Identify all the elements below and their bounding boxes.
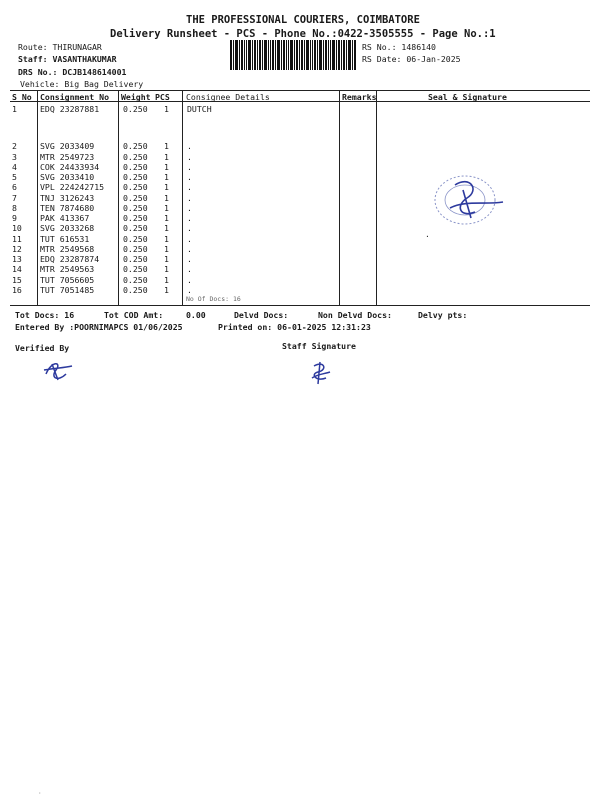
cell-pcs: 1	[164, 234, 169, 244]
company-title: THE PROFESSIONAL COURIERS, COIMBATORE	[186, 14, 420, 26]
cell-cn: PAK 413367	[40, 213, 90, 223]
cell-details: .	[187, 234, 192, 244]
verifier-signature	[40, 356, 76, 384]
drs-number: DRS No.: DCJB148614001	[18, 67, 127, 77]
cell-wt: 0.250	[123, 264, 148, 274]
route-label: Route: THIRUNAGAR	[18, 42, 102, 52]
cell-cn: MTR 2549723	[40, 152, 95, 162]
tot-docs: Tot Docs: 16	[15, 310, 75, 320]
cell-details: .	[187, 193, 192, 203]
cell-sno: 13	[12, 254, 22, 264]
delivery-seal-stamp	[425, 170, 515, 230]
cell-pcs: 1	[164, 223, 169, 233]
rs-number: RS No.: 1486140	[362, 42, 436, 52]
cell-pcs: 1	[164, 141, 169, 151]
cell-wt: 0.250	[123, 162, 148, 172]
cell-wt: 0.250	[123, 104, 148, 114]
table-top-border	[10, 90, 590, 91]
cell-details: .	[187, 182, 192, 192]
staff-label: Staff: VASANTHAKUMAR	[18, 54, 117, 64]
cell-sno: 14	[12, 264, 22, 274]
cell-details: DUTCH	[187, 104, 212, 114]
vehicle-label: Vehicle: Big Bag Delivery	[20, 79, 144, 89]
cell-sno: 5	[12, 172, 17, 182]
cell-sno: 8	[12, 203, 17, 213]
cell-details: .	[187, 172, 192, 182]
cell-cn: VPL 224242715	[40, 182, 105, 192]
table-row	[0, 285, 600, 295]
cell-wt: 0.250	[123, 254, 148, 264]
delvy-pts: Delvy pts:	[418, 310, 468, 320]
cell-details: .	[187, 254, 192, 264]
cell-cn: SVG 2033410	[40, 172, 95, 182]
cell-cn: MTR 2549568	[40, 244, 95, 254]
cell-wt: 0.250	[123, 244, 148, 254]
table-row	[0, 152, 600, 162]
cell-details: .	[187, 141, 192, 151]
tot-cod-label: Tot COD Amt:	[104, 310, 164, 320]
cell-sno: 15	[12, 275, 22, 285]
cell-cn: SVG 2033409	[40, 141, 95, 151]
cell-details: .	[187, 162, 192, 172]
cell-sno: 16	[12, 285, 22, 295]
cell-cn: COK 24433934	[40, 162, 100, 172]
cell-sno: 6	[12, 182, 17, 192]
cell-wt: 0.250	[123, 275, 148, 285]
cell-wt: 0.250	[123, 285, 148, 295]
cell-sno: 4	[12, 162, 17, 172]
cell-pcs: 1	[164, 264, 169, 274]
cell-sno: 11	[12, 234, 22, 244]
entered-by: Entered By :POORNIMAPCS 01/06/2025	[15, 322, 183, 332]
cell-details: .	[187, 152, 192, 162]
cell-pcs: 1	[164, 285, 169, 295]
cell-wt: 0.250	[123, 193, 148, 203]
cell-cn: TEN 7874680	[40, 203, 95, 213]
cell-pcs: 1	[164, 275, 169, 285]
table-row	[0, 244, 600, 254]
cell-details: .	[187, 264, 192, 274]
cell-pcs: 1	[164, 182, 169, 192]
cell-wt: 0.250	[123, 141, 148, 151]
dot-mark: ·	[425, 232, 430, 241]
cell-pcs: 1	[164, 244, 169, 254]
col-header-consignee: Consignee Details	[186, 92, 270, 102]
cell-pcs: 1	[164, 104, 169, 114]
cell-sno: 12	[12, 244, 22, 254]
cell-cn: TUT 7056605	[40, 275, 95, 285]
cell-wt: 0.250	[123, 223, 148, 233]
non-delvd-docs: Non Delvd Docs:	[318, 310, 392, 320]
staff-signature-label: Staff Signature	[282, 341, 356, 351]
table-row	[0, 254, 600, 264]
cell-pcs: 1	[164, 203, 169, 213]
no-of-docs-note: No Of Docs: 16	[186, 295, 241, 303]
cell-cn: TUT 7051485	[40, 285, 95, 295]
col-header-weight: Weight	[121, 92, 151, 102]
cell-pcs: 1	[164, 213, 169, 223]
cell-wt: 0.250	[123, 213, 148, 223]
cell-cn: MTR 2549563	[40, 264, 95, 274]
cell-sno: 9	[12, 213, 17, 223]
col-header-sno: S No	[12, 92, 32, 102]
cell-details: .	[187, 275, 192, 285]
tot-cod-value: 0.00	[186, 310, 206, 320]
col-header-seal: Seal & Signature	[428, 92, 507, 102]
cell-details: .	[187, 285, 192, 295]
cell-pcs: 1	[164, 162, 169, 172]
cell-wt: 0.250	[123, 234, 148, 244]
col-header-remarks: Remarks	[342, 92, 377, 102]
delvd-docs: Delvd Docs:	[234, 310, 289, 320]
table-row	[0, 234, 600, 244]
barcode	[230, 40, 356, 70]
cell-details: .	[187, 213, 192, 223]
cell-pcs: 1	[164, 172, 169, 182]
cell-wt: 0.250	[123, 152, 148, 162]
runsheet-subtitle: Delivery Runsheet - PCS - Phone No.:0422-3505555 - Page No.:1	[110, 28, 496, 40]
cell-sno: 1	[12, 104, 17, 114]
staff-signature	[306, 358, 334, 386]
verified-by-label: Verified By	[15, 343, 70, 353]
cell-details: .	[187, 203, 192, 213]
col-header-pcs: PCS	[155, 92, 170, 102]
table-row	[0, 264, 600, 274]
scan-dot: ·	[38, 790, 42, 797]
cell-details: .	[187, 223, 192, 233]
cell-cn: TUT 616531	[40, 234, 90, 244]
cell-pcs: 1	[164, 193, 169, 203]
printed-on: Printed on: 06-01-2025 12:31:23	[218, 322, 371, 332]
cell-details: .	[187, 244, 192, 254]
cell-wt: 0.250	[123, 203, 148, 213]
cell-sno: 7	[12, 193, 17, 203]
table-row	[0, 104, 600, 114]
cell-sno: 3	[12, 152, 17, 162]
table-row	[0, 141, 600, 151]
cell-sno: 2	[12, 141, 17, 151]
cell-cn: EDQ 23287874	[40, 254, 100, 264]
cell-pcs: 1	[164, 152, 169, 162]
cell-wt: 0.250	[123, 182, 148, 192]
cell-wt: 0.250	[123, 172, 148, 182]
cell-cn: SVG 2033268	[40, 223, 95, 233]
cell-sno: 10	[12, 223, 22, 233]
rs-date: RS Date: 06-Jan-2025	[362, 54, 461, 64]
col-header-consignment: Consignment No	[40, 92, 110, 102]
cell-cn: EDQ 23287881	[40, 104, 100, 114]
table-row	[0, 275, 600, 285]
cell-pcs: 1	[164, 254, 169, 264]
cell-cn: TNJ 3126243	[40, 193, 95, 203]
table-bottom-border	[10, 305, 590, 306]
